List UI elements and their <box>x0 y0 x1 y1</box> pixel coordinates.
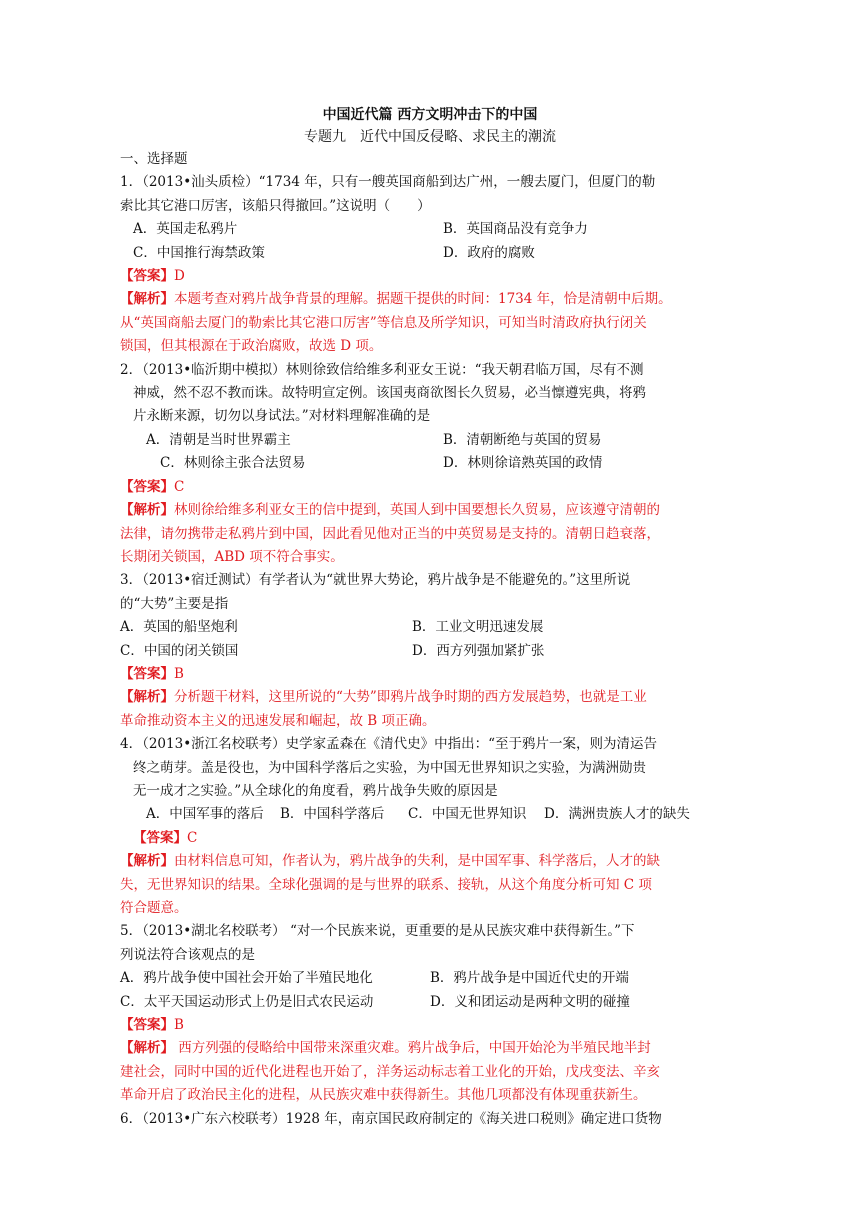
option-c: C．林则徐主张合法贸易 <box>160 455 306 472</box>
question-5 <box>120 920 740 1107</box>
analysis-label: 【解析】 <box>120 689 174 706</box>
answer-line <box>120 827 740 850</box>
option-d: D．西方列强加紧扩张 <box>412 642 545 659</box>
page-title: 中国近代篇 西方文明冲击下的中国 <box>322 107 538 123</box>
answer-label: 【答案】 <box>133 829 187 846</box>
option-b: B．工业文明迅速发展 <box>412 619 544 636</box>
options-row <box>120 218 740 241</box>
question-stem-line: 无一成才之实验。”从全球化的角度看，鸦片战争失败的原因是 <box>133 782 498 799</box>
analysis-label: 【解析】 <box>120 502 174 519</box>
option-a: A．清朝是当时世界霸主 <box>146 431 291 448</box>
analysis-line <box>120 499 740 522</box>
answer-label: 【答案】 <box>120 1017 174 1034</box>
analysis-text: 长期闭关锁国，ABD 项不符合事实。 <box>120 548 344 565</box>
option-d: D．满洲贵族人才的缺失 <box>544 806 690 823</box>
answer-line <box>120 1014 740 1037</box>
option-c: C．中国的闭关锁国 <box>120 642 239 659</box>
option-a: A．英国走私鸦片 <box>133 221 238 238</box>
analysis-label: 【解析】 <box>120 853 174 870</box>
answer-value: B <box>174 1017 184 1034</box>
option-c: C．太平天国运动形式上仍是旧式农民运动 <box>120 993 374 1010</box>
document-page <box>120 104 740 1131</box>
option-a: A．中国军事的落后 <box>146 806 264 823</box>
options-row <box>120 452 740 475</box>
answer-value: D <box>174 268 185 285</box>
option-d: D．义和团运动是两种文明的碰撞 <box>430 993 630 1010</box>
answer-label: 【答案】 <box>120 268 174 285</box>
option-c: C．中国无世界知识 <box>408 806 527 823</box>
analysis-text: 由材料信息可知，作者认为，鸦片战争的失利，是中国军事、科学落后，人才的缺 <box>174 853 660 870</box>
option-a: A．鸦片战争使中国社会开始了半殖民地化 <box>120 970 373 987</box>
analysis-text: 革命推动资本主义的迅速发展和崛起，故 B 项正确。 <box>120 712 436 729</box>
answer-value: C <box>174 478 185 495</box>
options-row <box>120 967 740 990</box>
option-b: B．中国科学落后 <box>280 806 385 823</box>
question-stem-line: 片永断来源，切勿以身试法。”对材料理解准确的是 <box>133 408 431 425</box>
question-stem-line: 终之萌芽。盖是役也，为中国科学落后之实验，为中国无世界知识之实验，为满洲勋贵 <box>133 759 646 776</box>
analysis-text: 符合题意。 <box>120 900 188 916</box>
option-d: D．政府的腐败 <box>443 244 535 261</box>
options-row <box>120 616 740 639</box>
question-2 <box>120 359 740 570</box>
analysis-text: 失，无世界知识的结果。全球化强调的是与世界的联系、接轨，从这个角度分析可知 C 项 <box>120 876 652 893</box>
options-row <box>120 429 740 452</box>
answer-line <box>120 663 740 686</box>
option-b: B．英国商品没有竞争力 <box>443 221 588 238</box>
analysis-line <box>120 1037 740 1060</box>
question-stem-line: 索比其它港口厉害，该船只得撤回。”这说明（ ） <box>120 197 431 214</box>
analysis-line <box>120 686 740 709</box>
analysis-line <box>120 288 740 311</box>
answer-line <box>120 476 740 499</box>
options-row <box>120 803 740 826</box>
question-4 <box>120 733 740 920</box>
answer-label: 【答案】 <box>120 478 174 495</box>
page-subtitle: 专题九 近代中国反侵略、求民主的潮流 <box>304 129 556 145</box>
analysis-text: 锁国，但其根源在于政治腐败，故选 D 项。 <box>120 338 383 355</box>
answer-label: 【答案】 <box>120 665 174 682</box>
question-stem-line: 神威，然不忍不教而诛。故特明宣定例。该国夷商欲图长久贸易，必当懔遵宪典，将鸦 <box>133 385 646 402</box>
option-a: A．英国的船坚炮利 <box>120 619 238 636</box>
question-stem-line: 1．（2013•汕头质检）“1734 年，只有一艘英国商船到达广州，一艘去厦门，但厦门的勒 <box>120 174 656 191</box>
question-6 <box>120 1108 740 1131</box>
options-row <box>120 991 740 1014</box>
answer-value: B <box>174 665 184 682</box>
analysis-label: 【解析】 <box>120 1040 174 1057</box>
section-heading: 一、选择题 <box>120 151 188 167</box>
option-b: B．鸦片战争是中国近代史的开端 <box>430 970 629 987</box>
question-stem-line: 3．（2013•宿迁测试）有学者认为“就世界大势论，鸦片战争是不能避免的。”这里所说 <box>120 572 631 589</box>
analysis-line <box>120 850 740 873</box>
question-1 <box>120 171 740 358</box>
options-row <box>120 242 740 265</box>
analysis-text: 本题考查对鸦片战争背景的理解。据题干提供的时间：1734 年，恰是清朝中后期。 <box>174 291 672 308</box>
analysis-text: 从“英国商船去厦门的勒索比其它港口厉害”等信息及所学知识，可知当时清政府执行闭关 <box>120 314 647 331</box>
question-stem-line: 列说法符合该观点的是 <box>120 946 255 963</box>
analysis-label: 【解析】 <box>120 291 174 308</box>
analysis-text: 分析题干材料，这里所说的“大势”即鸦片战争时期的西方发展趋势，也就是工业 <box>174 689 647 706</box>
option-d: D．林则徐谙熟英国的政情 <box>443 455 603 472</box>
option-b: B．清朝断绝与英国的贸易 <box>443 431 602 448</box>
analysis-text: 建社会，同时中国的近代化进程也开始了，洋务运动标志着工业化的开始，戊戌变法、辛亥 <box>120 1063 660 1080</box>
answer-value: C <box>187 829 198 846</box>
question-stem-line: 的“大势”主要是指 <box>120 595 229 612</box>
analysis-text: 革命开启了政治民主化的进程，从民族灾难中获得新生。其他几项都没有体现重获新生。 <box>120 1087 647 1104</box>
analysis-text: 法律，请勿携带走私鸦片到中国，因此看见他对正当的中英贸易是支持的。清朝日趋衰落， <box>120 525 660 542</box>
answer-line <box>120 265 740 288</box>
question-stem-line: 5．（2013•湖北名校联考） “对一个民族来说，更重要的是从民族灾难中获得新生。”下 <box>120 923 635 940</box>
question-stem-line: 2．（2013•临沂期中模拟）林则徐致信给维多利亚女王说：“我天朝君临万国，尽有不测 <box>120 361 644 378</box>
options-row <box>120 640 740 663</box>
question-stem-line: 6．（2013•广东六校联考）1928 年，南京国民政府制定的《海关进口税则》确定进口货物 <box>120 1110 662 1127</box>
analysis-text: 西方列强的侵略给中国带来深重灾难。鸦片战争后，中国开始沦为半殖民地半封 <box>174 1040 651 1057</box>
option-c: C．中国推行海禁政策 <box>133 244 265 261</box>
analysis-text: 林则徐给维多利亚女王的信中提到，英国人到中国要想长久贸易，应该遵守清朝的 <box>174 502 660 519</box>
question-3 <box>120 569 740 733</box>
question-stem-line: 4．（2013•浙江名校联考）史学家孟森在《清代史》中指出：“至于鸦片一案，则为清运告 <box>120 736 658 753</box>
